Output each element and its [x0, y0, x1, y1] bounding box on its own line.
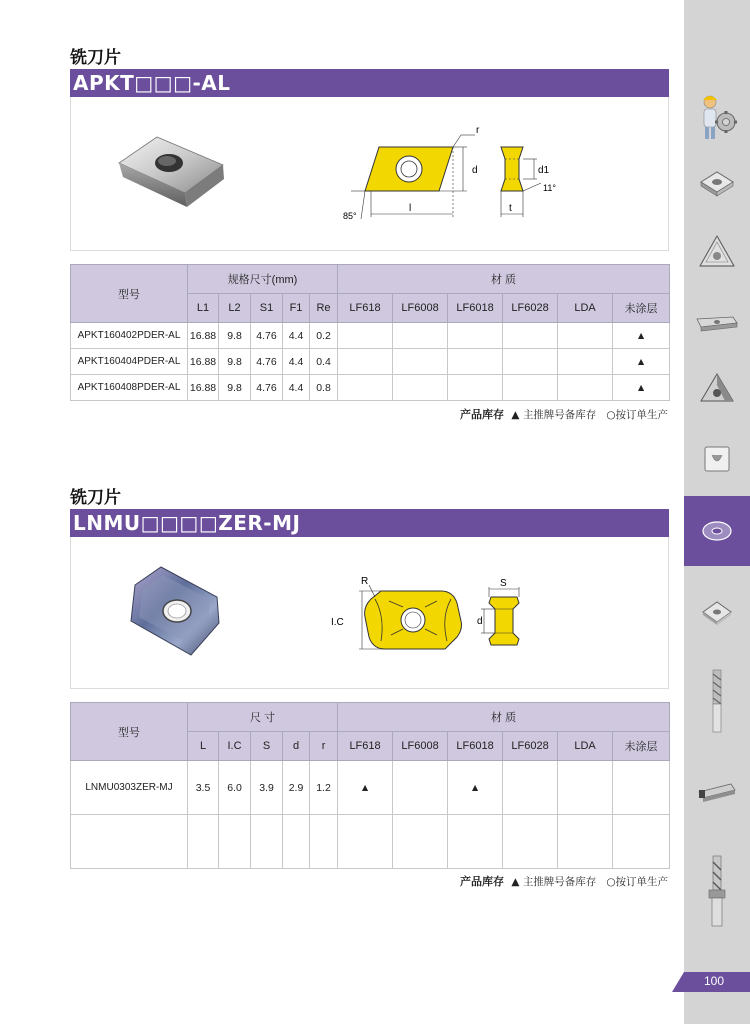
material-cell — [503, 323, 558, 349]
material-cell — [448, 375, 503, 401]
model-cell: APKT160402PDER-AL — [71, 323, 188, 349]
turning-holder-icon[interactable] — [684, 758, 750, 828]
material-col-header: LF618 — [338, 294, 393, 323]
material-cell — [393, 761, 448, 815]
material-cell — [393, 815, 448, 869]
section2-diagram-box — [70, 537, 669, 689]
table-row — [71, 349, 670, 375]
size-col-header: I.C — [219, 732, 251, 761]
size-cell: 0.4 — [310, 349, 338, 375]
size-cell — [310, 815, 338, 869]
dim-ic-label: I.C — [331, 617, 344, 628]
sidebar — [684, 0, 750, 1024]
end-mill-icon[interactable] — [684, 666, 750, 736]
legend-order-text: 按订单生产 — [615, 409, 668, 421]
material-col-header: LF6028 — [503, 294, 558, 323]
material-cell — [613, 761, 670, 815]
section1-product-bar: APKT□□□-AL — [70, 69, 669, 97]
round-insert-icon[interactable] — [684, 496, 750, 566]
material-col-header: LDA — [558, 294, 613, 323]
table-row — [71, 323, 670, 349]
dim-S-label: S — [500, 578, 507, 589]
model-cell: APKT160404PDER-AL — [71, 349, 188, 375]
size-col-header: L1 — [188, 294, 219, 323]
size-col-header: S1 — [251, 294, 283, 323]
size-header: 尺 寸 — [188, 703, 338, 732]
size-col-header: F1 — [283, 294, 310, 323]
material-cell — [558, 349, 613, 375]
size-cell: 16.88 — [188, 349, 219, 375]
legend-stock-symbol: ▲ — [511, 409, 520, 421]
model-cell: LNMU0303ZER-MJ — [71, 761, 188, 815]
material-cell — [338, 323, 393, 349]
legend-order-symbol: ○ — [606, 876, 616, 888]
size-cell: 6.0 — [219, 761, 251, 815]
cbn-insert-icon[interactable] — [684, 578, 750, 648]
material-cell — [448, 323, 503, 349]
size-col-header: d — [283, 732, 310, 761]
size-col-header: S — [251, 732, 283, 761]
size-cell: 4.4 — [283, 375, 310, 401]
milling-insert-icon[interactable] — [684, 424, 750, 494]
legend-order-symbol: ○ — [606, 409, 616, 421]
section2-spec-table — [70, 702, 670, 869]
size-cell: 4.76 — [251, 349, 283, 375]
material-header: 材 质 — [338, 265, 670, 294]
material-cell — [558, 815, 613, 869]
dim-85-label: 85° — [343, 211, 357, 221]
material-cell — [503, 349, 558, 375]
dim-l-label: l — [409, 203, 412, 214]
size-cell — [283, 815, 310, 869]
stock-legend — [460, 406, 668, 422]
size-cell: 9.8 — [219, 349, 251, 375]
apkt-insert-photo — [111, 127, 241, 217]
dim-d-label-2: d — [477, 616, 483, 627]
section1-diagram-box — [70, 97, 669, 251]
size-col-header: r — [310, 732, 338, 761]
table-row — [71, 815, 670, 869]
material-header: 材 质 — [338, 703, 670, 732]
material-cell: ▲ — [338, 761, 393, 815]
legend-stock-text: 主推牌号备库存 — [522, 876, 597, 888]
size-cell: 3.5 — [188, 761, 219, 815]
material-cell: ▲ — [448, 761, 503, 815]
size-cell — [188, 815, 219, 869]
material-cell — [338, 815, 393, 869]
size-col-header: L2 — [219, 294, 251, 323]
size-cell: 16.88 — [188, 323, 219, 349]
size-cell: 9.8 — [219, 323, 251, 349]
material-cell — [558, 761, 613, 815]
section2-title: 铣刀片 — [70, 488, 121, 508]
material-col-header: LF6018 — [448, 294, 503, 323]
legend-title: 产品库存 — [460, 408, 505, 421]
model-cell — [71, 815, 188, 869]
page-number-tab — [684, 972, 750, 992]
section1-title: 铣刀片 — [70, 48, 121, 68]
material-col-header: 未涂层 — [613, 732, 670, 761]
material-col-header: LF6018 — [448, 732, 503, 761]
square-insert-icon[interactable] — [684, 148, 750, 218]
dim-t-label: t — [509, 203, 512, 214]
material-col-header: LDA — [558, 732, 613, 761]
size-cell: 1.2 — [310, 761, 338, 815]
lnmu-technical-drawing — [331, 576, 561, 667]
model-header: 型号 — [71, 265, 188, 323]
material-cell — [338, 349, 393, 375]
material-cell — [393, 349, 448, 375]
material-cell — [503, 761, 558, 815]
page-number: 100 — [703, 974, 724, 988]
size-cell: 2.9 — [283, 761, 310, 815]
table-row — [71, 761, 670, 815]
dim-R-label: R — [361, 576, 369, 587]
size-cell: 16.88 — [188, 375, 219, 401]
size-cell: 0.2 — [310, 323, 338, 349]
material-cell — [503, 375, 558, 401]
grooving-insert-icon[interactable] — [684, 288, 750, 358]
material-col-header: LF6028 — [503, 732, 558, 761]
size-cell: 4.4 — [283, 349, 310, 375]
material-cell — [613, 815, 670, 869]
dim-11-label: 11° — [543, 183, 556, 193]
worker-icon[interactable] — [684, 82, 750, 152]
material-cell — [558, 323, 613, 349]
legend-stock-text: 主推牌号备库存 — [522, 409, 597, 421]
stock-legend-2 — [460, 873, 668, 889]
apkt-technical-drawing — [341, 119, 581, 239]
material-cell — [503, 815, 558, 869]
size-cell: 4.4 — [283, 323, 310, 349]
material-cell — [393, 323, 448, 349]
material-cell — [393, 375, 448, 401]
material-cell — [338, 375, 393, 401]
section2-product-bar: LNMU□□□□ZER-MJ — [70, 509, 669, 537]
legend-title: 产品库存 — [460, 875, 505, 888]
drill-icon[interactable] — [684, 852, 750, 932]
section1-spec-table — [70, 264, 670, 401]
size-col-header: L — [188, 732, 219, 761]
model-header: 型号 — [71, 703, 188, 761]
material-cell — [448, 349, 503, 375]
material-col-header: 未涂层 — [613, 294, 670, 323]
size-cell: 4.76 — [251, 323, 283, 349]
size-header: 规格尺寸(mm) — [188, 265, 338, 294]
page-number-wedge — [672, 972, 684, 992]
thread-insert-icon[interactable] — [684, 354, 750, 424]
size-cell: 0.8 — [310, 375, 338, 401]
material-cell: ▲ — [613, 323, 670, 349]
material-col-header: LF618 — [338, 732, 393, 761]
legend-stock-symbol: ▲ — [511, 876, 520, 888]
size-cell: 4.76 — [251, 375, 283, 401]
size-cell: 3.9 — [251, 761, 283, 815]
material-cell: ▲ — [613, 375, 670, 401]
table-row — [71, 375, 670, 401]
material-col-header: LF6008 — [393, 732, 448, 761]
material-cell — [558, 375, 613, 401]
legend-order-text: 按订单生产 — [615, 876, 668, 888]
material-cell: ▲ — [613, 349, 670, 375]
material-col-header: LF6008 — [393, 294, 448, 323]
dim-d-label: d — [472, 165, 478, 176]
size-cell: 9.8 — [219, 375, 251, 401]
size-cell — [219, 815, 251, 869]
trigon-insert-icon[interactable] — [684, 218, 750, 288]
size-cell — [251, 815, 283, 869]
dim-d1-label: d1 — [538, 165, 550, 176]
size-col-header: Re — [310, 294, 338, 323]
material-cell — [448, 815, 503, 869]
dim-r-label: r — [476, 125, 480, 136]
lnmu-insert-photo — [121, 563, 231, 663]
model-cell: APKT160408PDER-AL — [71, 375, 188, 401]
